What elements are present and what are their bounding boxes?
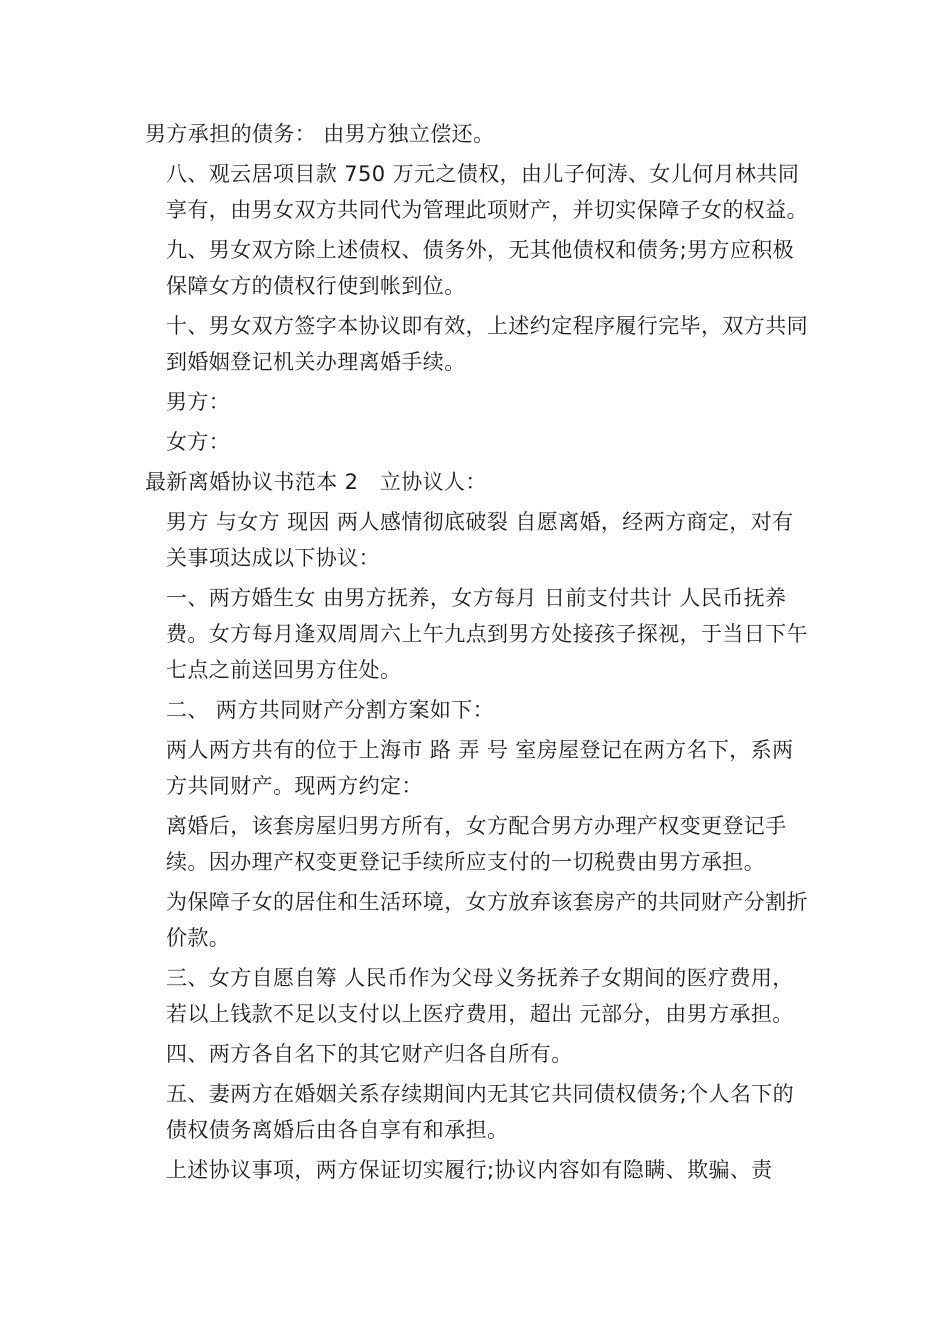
paragraph-clause-9: 九、男女双方除上述债权、债务外，无其他债权和债务;男方应积极保障女方的债权行使到帐到位。 [166,238,795,298]
paragraph-clause-1: 一、两方婚生女 由男方抚养，女方每月 日前支付共计 人民币抚养费。女方每月逢双周周六上午九点到男方处接孩子探视，于当日下午七点之前送回男方住处。 [166,586,808,682]
paragraph-intro: 男方 与女方 现因 两人感情彻底破裂 自愿离婚，经两方商定，对有关事项达成以下协议： [166,510,794,570]
paragraph-clause-4: 四、两方各自名下的其它财产归各自所有。 [166,1042,573,1066]
paragraph-property: 两人两方共有的位于上海市 路 弄 号 室房屋登记在两方名下，系两方共同财产。现两方约定： [166,738,794,798]
document-body [145,116,810,1188]
paragraph-clause-10: 十、男女双方签字本协议即有效，上述约定程序履行完毕，双方共同到婚姻登记机关办理离婚手续。 [166,314,808,374]
paragraph-house-after-divorce: 离婚后，该套房屋归男方所有，女方配合男方办理产权变更登记手续。因办理产权变更登记手续所应支付的一切税费由男方承担。 [166,814,787,874]
paragraph-clause-5: 五、妻两方在婚姻关系存续期间内无其它共同债权债务;个人名下的债权债务离婚后由各自享有和承担。 [166,1082,795,1142]
paragraph-children-housing: 为保障子女的居住和生活环境，女方放弃该套房产的共同财产分割折价款。 [166,890,808,950]
paragraph-clause-8: 八、观云居项目款 750 万元之债权，由儿子何涛、女儿何月林共同享有，由男女双方共同代为管理此项财产，并切实保障子女的权益。 [166,162,808,222]
section-title-template-2: 最新离婚协议书范本 2 立协议人： [145,470,487,494]
paragraph-clause-3: 三、女方自愿自筹 人民币作为父母义务抚养子女期间的医疗费用，若以上钱款不足以支付以上医疗费用，超出 元部分，由男方承担。 [166,966,794,1026]
paragraph-clause-2: 二、 两方共同财产分割方案如下： [166,698,495,722]
signature-male: 男方： [166,390,231,414]
paragraph-debt-male: 男方承担的债务： 由男方独立偿还。 [145,122,495,146]
paragraph-performance: 上述协议事项，两方保证切实履行;协议内容如有隐瞒、欺骗、责 [166,1158,773,1182]
signature-female: 女方： [166,430,231,454]
